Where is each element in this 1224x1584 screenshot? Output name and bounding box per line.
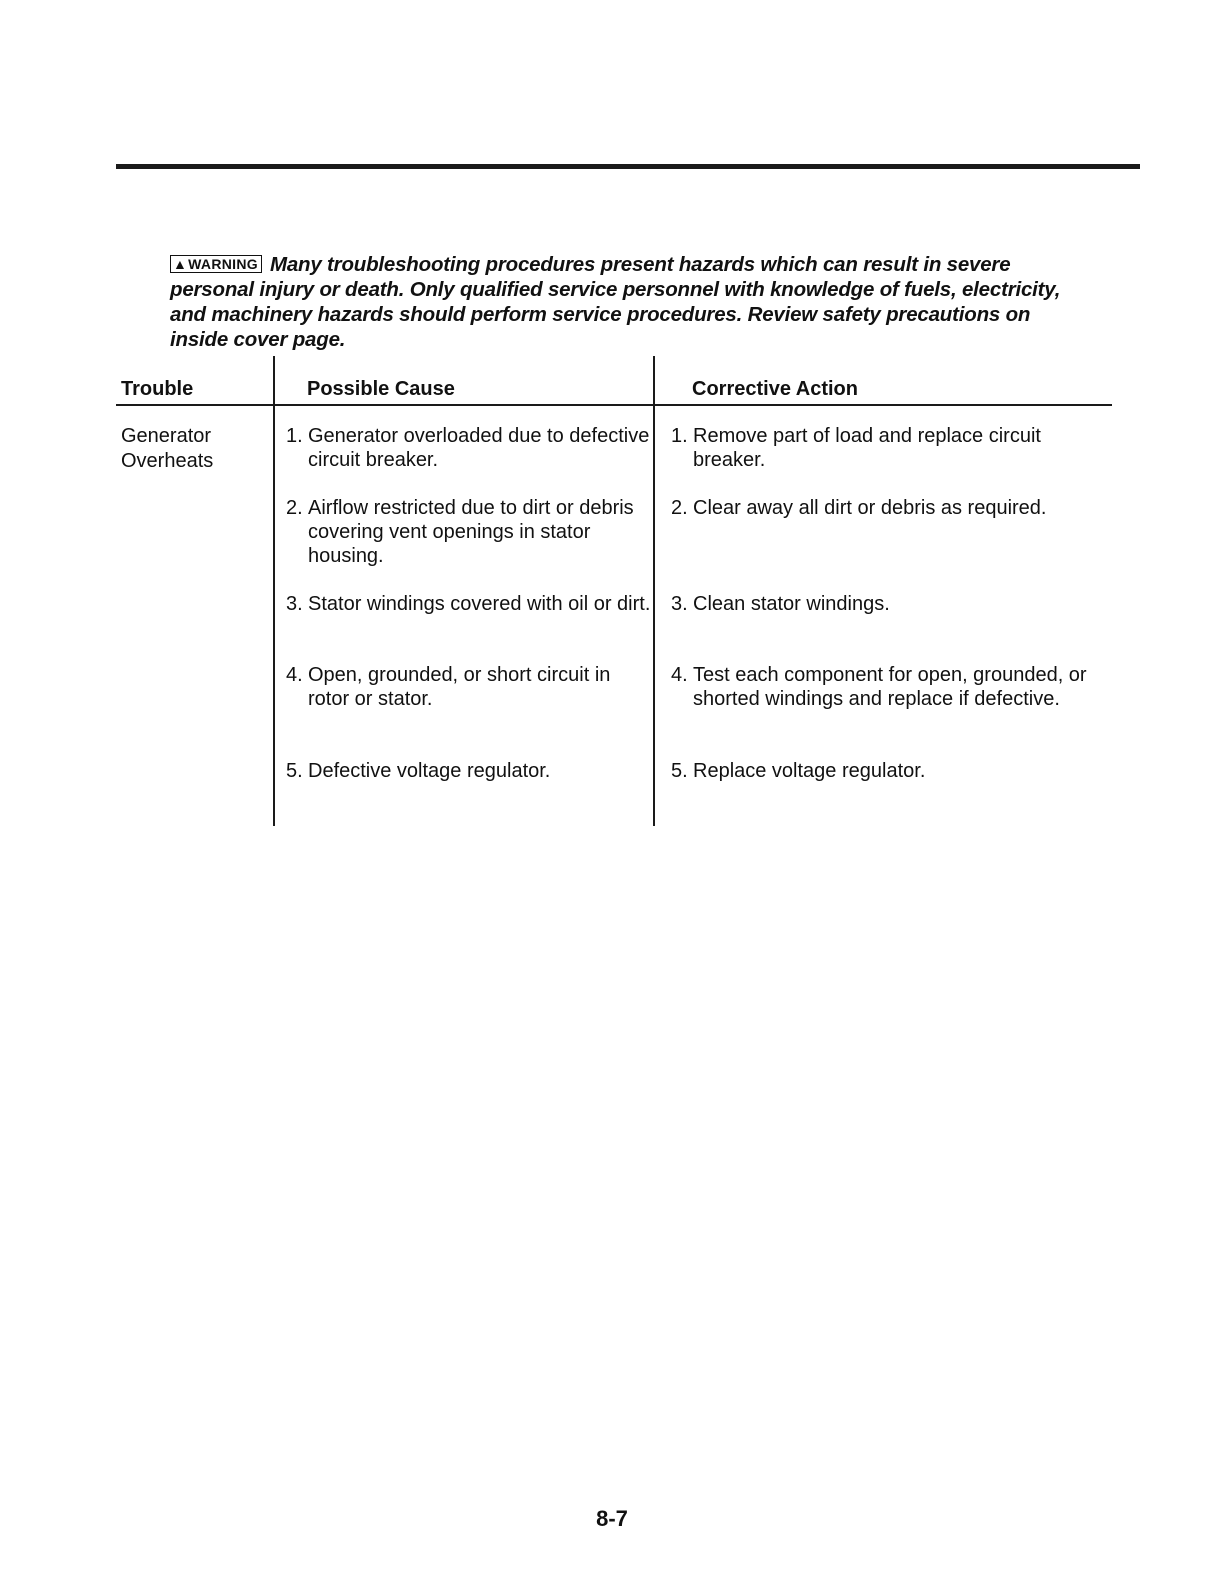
action-text: Clear away all dirt or debris as required. — [693, 497, 1047, 519]
warning-badge — [170, 255, 262, 273]
header-rule — [116, 404, 1112, 406]
top-rule — [116, 164, 1140, 169]
page-number: 8-7 — [596, 1506, 628, 1531]
action-text: Test each component for open, grounded, or shorted windings and replace if defective. — [693, 664, 1087, 710]
cause-text: Stator windings covered with oil or dirt. — [308, 593, 651, 615]
cause-text: Open, grounded, or short circuit in rotor or stator. — [308, 664, 611, 710]
cause-text: Defective voltage regulator. — [308, 760, 551, 782]
warning-triangle-icon: ▲ — [173, 256, 188, 272]
cause-item — [286, 496, 651, 568]
cause-item — [286, 663, 651, 711]
cause-item — [286, 424, 651, 472]
header-corrective-action: Corrective Action — [692, 378, 858, 400]
column-divider-2 — [653, 356, 655, 826]
action-item — [671, 663, 1111, 711]
action-item — [671, 424, 1111, 472]
trouble-cell: Generator Overheats — [121, 425, 214, 472]
cause-number: 3. — [286, 593, 303, 615]
action-text: Remove part of load and replace circuit breaker. — [693, 425, 1041, 471]
action-number: 2. — [671, 497, 688, 519]
cause-number: 1. — [286, 425, 303, 447]
cause-text: Airflow restricted due to dirt or debris covering vent openings in stator housing. — [308, 497, 634, 567]
cause-number: 4. — [286, 664, 303, 686]
cause-text: Generator overloaded due to defective circuit breaker. — [308, 425, 650, 471]
column-divider-1 — [273, 356, 275, 826]
cause-item — [286, 592, 651, 616]
cause-number: 2. — [286, 497, 303, 519]
cause-item — [286, 759, 651, 783]
action-item — [671, 592, 1111, 616]
action-number: 5. — [671, 760, 688, 782]
header-trouble: Trouble — [121, 378, 194, 400]
action-item — [671, 759, 1111, 783]
action-number: 4. — [671, 664, 688, 686]
header-possible-cause: Possible Cause — [307, 378, 455, 400]
action-text: Clean stator windings. — [693, 593, 890, 615]
warning-text: Many troubleshooting procedures present hazards which can result in severe personal injury or death. Only qualified service personnel with knowledge of fuels, electricity, and machinery hazards should perform service procedures. Review safety precautions on inside cover page. — [170, 253, 1061, 351]
action-number: 1. — [671, 425, 688, 447]
cause-number: 5. — [286, 760, 303, 782]
action-text: Replace voltage regulator. — [693, 760, 926, 782]
troubleshooting-table — [116, 356, 1112, 826]
action-number: 3. — [671, 593, 688, 615]
warning-badge-label: WARNING — [188, 256, 258, 272]
action-item — [671, 496, 1111, 520]
warning-notice — [170, 252, 1075, 352]
